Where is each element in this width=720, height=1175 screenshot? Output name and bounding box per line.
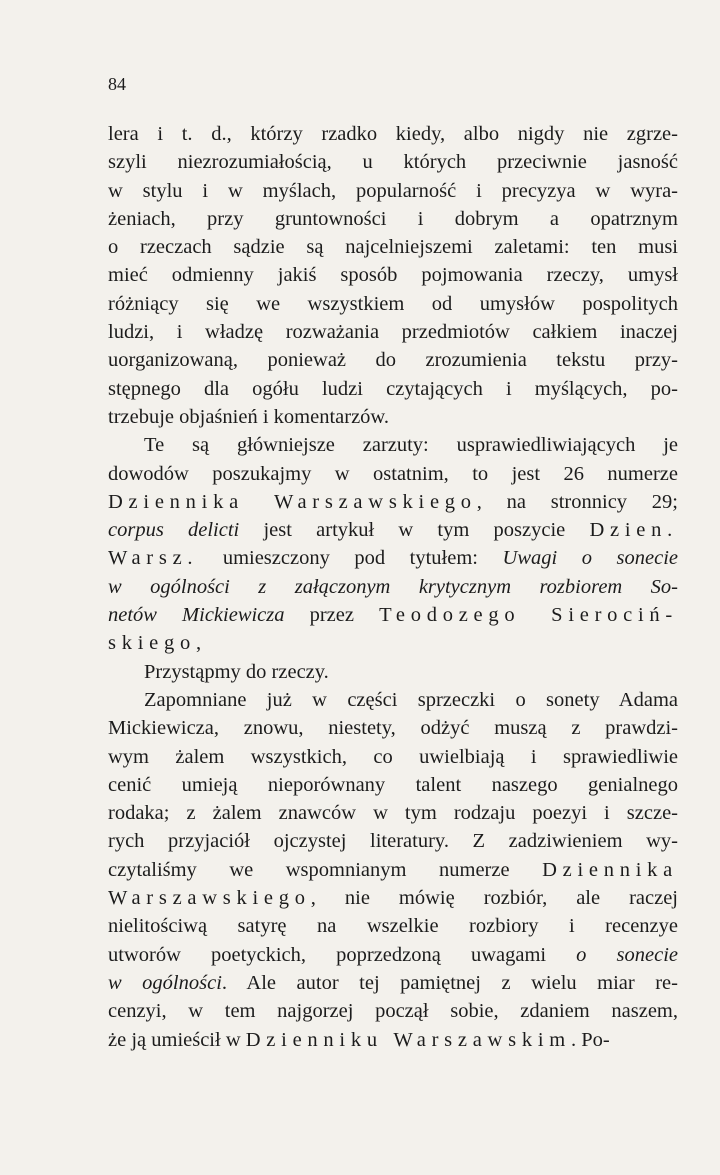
- text-run: uorganizowaną, ponieważ do zrozumienia tekstu przy-: [108, 349, 678, 372]
- book-page: [108, 72, 678, 1054]
- body-text: [108, 120, 678, 1054]
- text-run: nielitościwą satyrę na wszelkie rozbiory i recenzye: [108, 915, 678, 938]
- italic-phrase: corpus delicti: [108, 519, 240, 542]
- text-run: cenić umieją nieporównany talent naszego genialnego: [108, 773, 678, 796]
- text-line: [108, 205, 678, 233]
- text-run: że ją umieścił w: [108, 1028, 246, 1051]
- text-run: Te są główniejsze zarzuty: usprawiedliwiających je: [144, 434, 678, 457]
- text-run: ,: [195, 632, 202, 655]
- text-line: [108, 714, 678, 742]
- text-run: szyli niezrozumiałością, u których przeciwnie jasność: [108, 151, 678, 174]
- text-line: [108, 318, 678, 346]
- text-line: [108, 516, 678, 544]
- text-line: [108, 856, 678, 884]
- text-run: Zapomniane już w części sprzeczki o sonety Adama: [144, 688, 678, 711]
- text-run: , nie mówię rozbiór, ale raczej: [310, 887, 678, 910]
- text-line: [108, 120, 678, 148]
- text-run: . Ale autor tej pamiętnej z wielu miar re-: [221, 971, 678, 994]
- text-run: rodaka; z żalem znawców w tym rodzaju poezyi i szcze-: [108, 802, 678, 825]
- text-line: [108, 827, 678, 855]
- text-line: [108, 686, 678, 714]
- text-line: [108, 884, 678, 912]
- spaced-name: Dziennika: [542, 858, 678, 881]
- text-run: cenzyi, w tem najgorzej począł sobie, zdaniem naszem,: [108, 1000, 678, 1023]
- text-line: [108, 431, 678, 459]
- text-line: [108, 997, 678, 1025]
- text-line: [108, 629, 678, 657]
- text-run: lera i t. d., którzy rzadko kiedy, albo nigdy nie zgrze-: [108, 123, 678, 145]
- text-run: żeniach, przy gruntowności i dobrym a opatrznym: [108, 207, 678, 230]
- text-line: [108, 544, 678, 572]
- text-run: trzebuje objaśnień i komentarzów.: [108, 405, 390, 428]
- text-line: [108, 743, 678, 771]
- text-line: [108, 488, 678, 516]
- text-run: różniący się we wszystkiem od umysłów pospolitych: [108, 292, 678, 315]
- text-line: [108, 403, 678, 431]
- text-line: [108, 177, 678, 205]
- text-run: , na stronnicy 29;: [476, 490, 678, 513]
- text-run: Mickiewicza, znowu, niestety, odżyć muszą z prawdzi-: [108, 717, 678, 740]
- text-line: [108, 460, 678, 488]
- text-run: ludzi, i władzę rozważania przedmiotów całkiem inaczej: [108, 321, 678, 344]
- spaced-name: Warsz.: [108, 547, 199, 570]
- text-line: [108, 771, 678, 799]
- text-line: [108, 601, 678, 629]
- text-run: dowodów poszukajmy w ostatnim, to jest 26 numerze: [108, 462, 678, 485]
- text-line: [108, 233, 678, 261]
- text-run: . Po-: [570, 1028, 610, 1051]
- text-run: o rzeczach sądzie są najcelniejszemi zaletami: ten musi: [108, 236, 678, 259]
- text-run: stępnego dla ogółu ludzi czytających i myślących, po-: [108, 377, 678, 400]
- text-run: Przystąpmy do rzeczy.: [144, 660, 329, 683]
- text-line: [108, 799, 678, 827]
- text-run: czytaliśmy we wspomnianym numerze: [108, 858, 543, 881]
- italic-phrase: w ogólności z załączonym krytycznym rozbiorem So-: [108, 575, 678, 598]
- text-run: mieć odmienny jakiś sposób pojmowania rzeczy, umysł: [108, 264, 678, 287]
- italic-phrase: netów Mickiewicza: [108, 604, 285, 627]
- text-run: w stylu i w myślach, popularność i precyzya w wyra-: [108, 179, 678, 202]
- spaced-name: Teodozego Sierociń-: [379, 604, 678, 627]
- text-run: jest artykuł w tym poszycie: [239, 519, 590, 542]
- text-line: [108, 261, 678, 289]
- italic-phrase: o sonecie: [576, 943, 678, 966]
- text-run: rych przyjaciół ojczystej literatury. Z zadziwieniem wy-: [108, 830, 678, 853]
- text-line: [108, 1026, 678, 1054]
- text-line: [108, 912, 678, 940]
- spaced-name: Warszawskiego: [108, 887, 311, 910]
- spaced-name: skiego: [108, 632, 196, 655]
- text-line: [108, 969, 678, 997]
- text-line: [108, 573, 678, 601]
- spaced-name: Dziennika Warszawskiego: [108, 490, 477, 513]
- text-line: [108, 290, 678, 318]
- text-line: [108, 941, 678, 969]
- spaced-name: Dzienniku Warszawskim: [245, 1028, 571, 1051]
- spaced-name: Dzien.: [589, 519, 678, 542]
- italic-phrase: Uwagi o sonecie: [502, 547, 678, 570]
- text-run: przez: [284, 604, 380, 627]
- italic-phrase: w ogólności: [108, 971, 222, 994]
- text-line: [108, 346, 678, 374]
- text-run: umieszczony pod tytułem:: [198, 547, 503, 570]
- text-line: [108, 658, 678, 686]
- text-line: [108, 148, 678, 176]
- text-line: [108, 375, 678, 403]
- page-number: 84: [108, 74, 126, 94]
- text-run: utworów poetyckich, poprzedzoną uwagami: [108, 943, 577, 966]
- text-run: wym żalem wszystkich, co uwielbiają i sprawiedliwie: [108, 745, 678, 768]
